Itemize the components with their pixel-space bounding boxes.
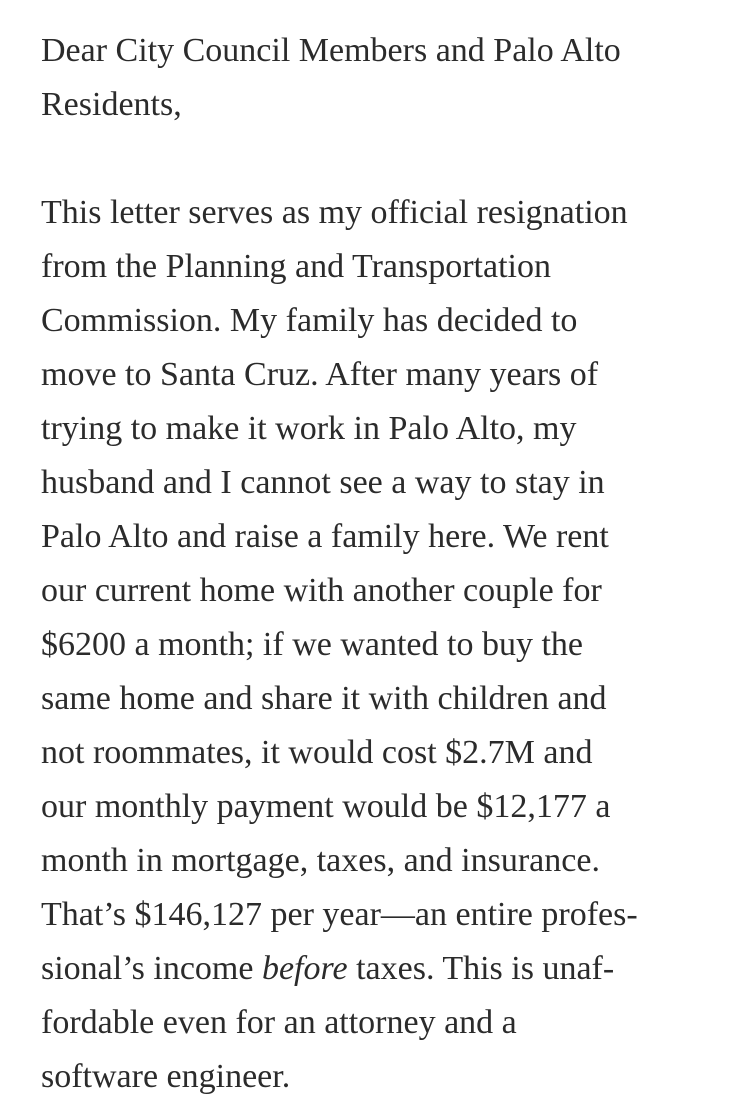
salutation-line-1: Dear City Council Members and Palo Alto [41,32,621,69]
body-line-2: from the Planning and Transportation [41,248,551,285]
body-line-11: not roommates, it would cost $2.7M and [41,734,593,771]
body-line-10: same home and share it with children and [41,680,607,717]
body-line-4: move to Santa Cruz. After many years of [41,356,599,393]
emphasized-word-before: before [261,950,348,987]
closing-line-2: software engineer. [41,1058,291,1095]
resignation-letter [41,24,731,1104]
paragraph-gap [41,132,731,186]
body-line-15 [41,942,731,996]
body-line-6: husband and I cannot see a way to stay in [41,464,605,501]
body-line-1: This letter serves as my official resignation [41,194,628,231]
body-line-14: That’s $146,127 per year—an entire profes- [41,896,638,933]
body-line-9: $6200 a month; if we wanted to buy the [41,626,584,663]
body-line-3: Commission. My family has decided to [41,302,578,339]
body-line-15-end: taxes. This is unaf- [347,950,615,987]
body-line-12: our monthly payment would be $12,177 a [41,788,611,825]
body-line-15-start: sional’s income [41,950,262,987]
body-line-5: trying to make it work in Palo Alto, my [41,410,577,447]
body-line-8: our current home with another couple for [41,572,602,609]
salutation-line-2: Residents, [41,86,182,123]
body-line-13: month in mortgage, taxes, and insurance. [41,842,600,879]
body-line-7: Palo Alto and raise a family here. We rent [41,518,609,555]
closing-line-1: fordable even for an attorney and a [41,1004,517,1041]
